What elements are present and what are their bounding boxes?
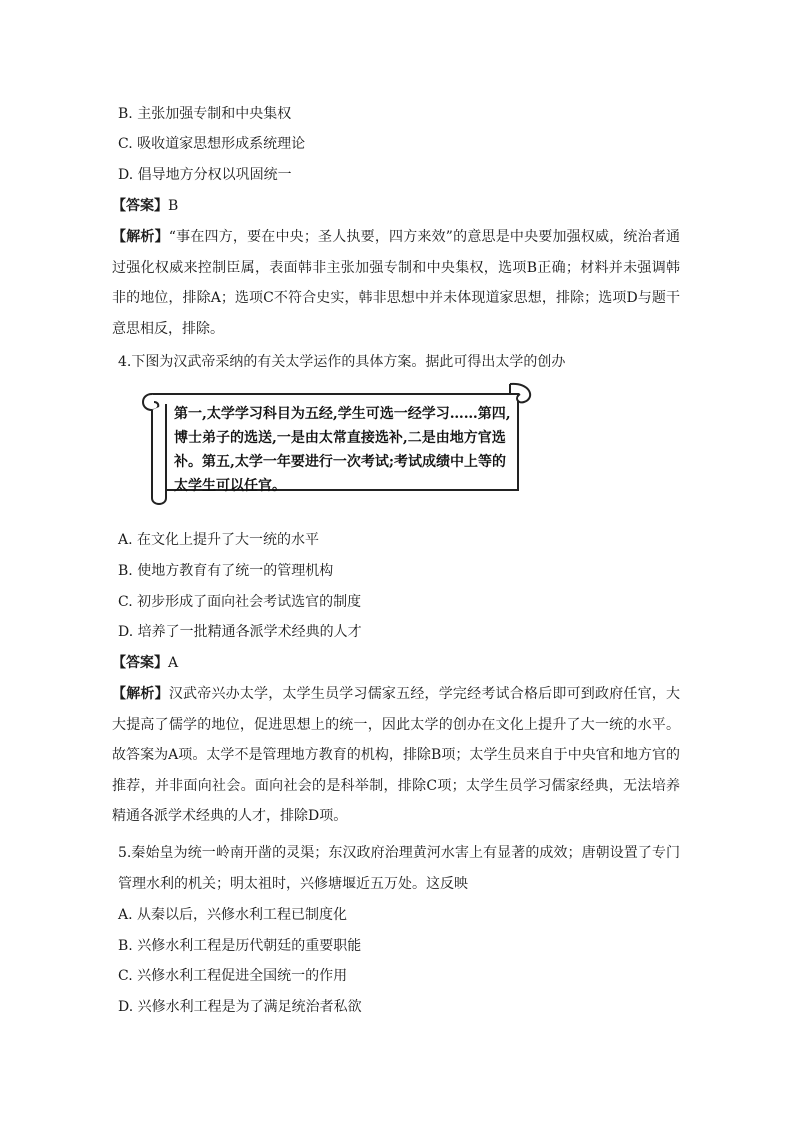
q4-analysis-text: 汉武帝兴办太学，太学生员学习儒家五经，学完经考试合格后即可到政府任官，大大提高了儒学的地位，促进思想上的统一，因此太学的创办在文化上提升了大一统的水平。故答案为A项。太学不是管理地方教育的机构，排除B项；太学生员来自于中央官和地方官的推荐，并非面向社会。面向社会的是科举制，排除C项；太学生员学习儒家经典，无法培养精通各派学术经典的人才，排除D项。: [112, 686, 681, 824]
q4-option-b: B. 使地方教育有了统一的管理机构: [118, 563, 334, 579]
q4-analysis-label: 【解析】: [112, 686, 169, 702]
q4-answer: [112, 653, 178, 673]
scroll-figure: [138, 380, 538, 510]
q4-analysis: [112, 679, 680, 832]
q4-option-c: C. 初步形成了面向社会考试选官的制度: [118, 594, 362, 610]
q5-option-c: C. 兴修水利工程促进全国统一的作用: [118, 968, 348, 984]
q5-option-a: A. 从秦以后，兴修水利工程已制度化: [118, 907, 348, 923]
q4-answer-label: 【答案】: [112, 655, 168, 671]
q5-option-b: B. 兴修水利工程是历代朝廷的重要职能: [118, 938, 362, 954]
q3-answer-label: 【答案】: [112, 198, 168, 214]
q4-option-d: D. 培养了一批精通各派学术经典的人才: [118, 624, 362, 640]
q4-option-a: A. 在文化上提升了大一统的水平: [118, 532, 320, 548]
q3-analysis-text: “事在四方，要在中央；圣人执要，四方来效”的意思是中央要加强权威，统治者通过强化权威来控制臣属，表面韩非主张加强专制和中央集权，选项B正确；材料并未强调韩非的地位，排除A；选项C不符合史实，韩非思想中并未体现道家思想，排除；选项D与题干意思相反，排除。: [112, 229, 681, 337]
q3-analysis: [112, 222, 680, 344]
q4-stem: 4.下图为汉武帝采纳的有关太学运作的具体方案。据此可得出太学的创办: [118, 354, 566, 370]
q3-option-d: D. 倡导地方分权以巩固统一: [118, 167, 292, 183]
q3-analysis-label: 【解析】: [112, 229, 169, 245]
q3-option-c: C. 吸收道家思想形成系统理论: [118, 136, 306, 152]
q3-answer-value: B: [168, 198, 179, 214]
q4-answer-value: A: [168, 655, 179, 671]
q5-option-d: D. 兴修水利工程是为了满足统治者私欲: [118, 999, 362, 1015]
q5-stem: 5.秦始皇为统一岭南开凿的灵渠；东汉政府治理黄河水害上有显著的成效；唐朝设置了专门管理水利的机关；明太祖时，兴修塘堰近五万处。这反映: [118, 845, 680, 892]
q3-option-b: B. 主张加强专制和中央集权: [118, 106, 292, 122]
q3-answer: [112, 196, 178, 216]
scroll-text: 第一,太学学习科目为五经,学生可选一经学习……第四,博士弟子的选送,一是由太常直接选补,二是由地方官选补。第五,太学一年要进行一次考试;考试成绩中上等的太学生可以任官。: [174, 406, 511, 494]
